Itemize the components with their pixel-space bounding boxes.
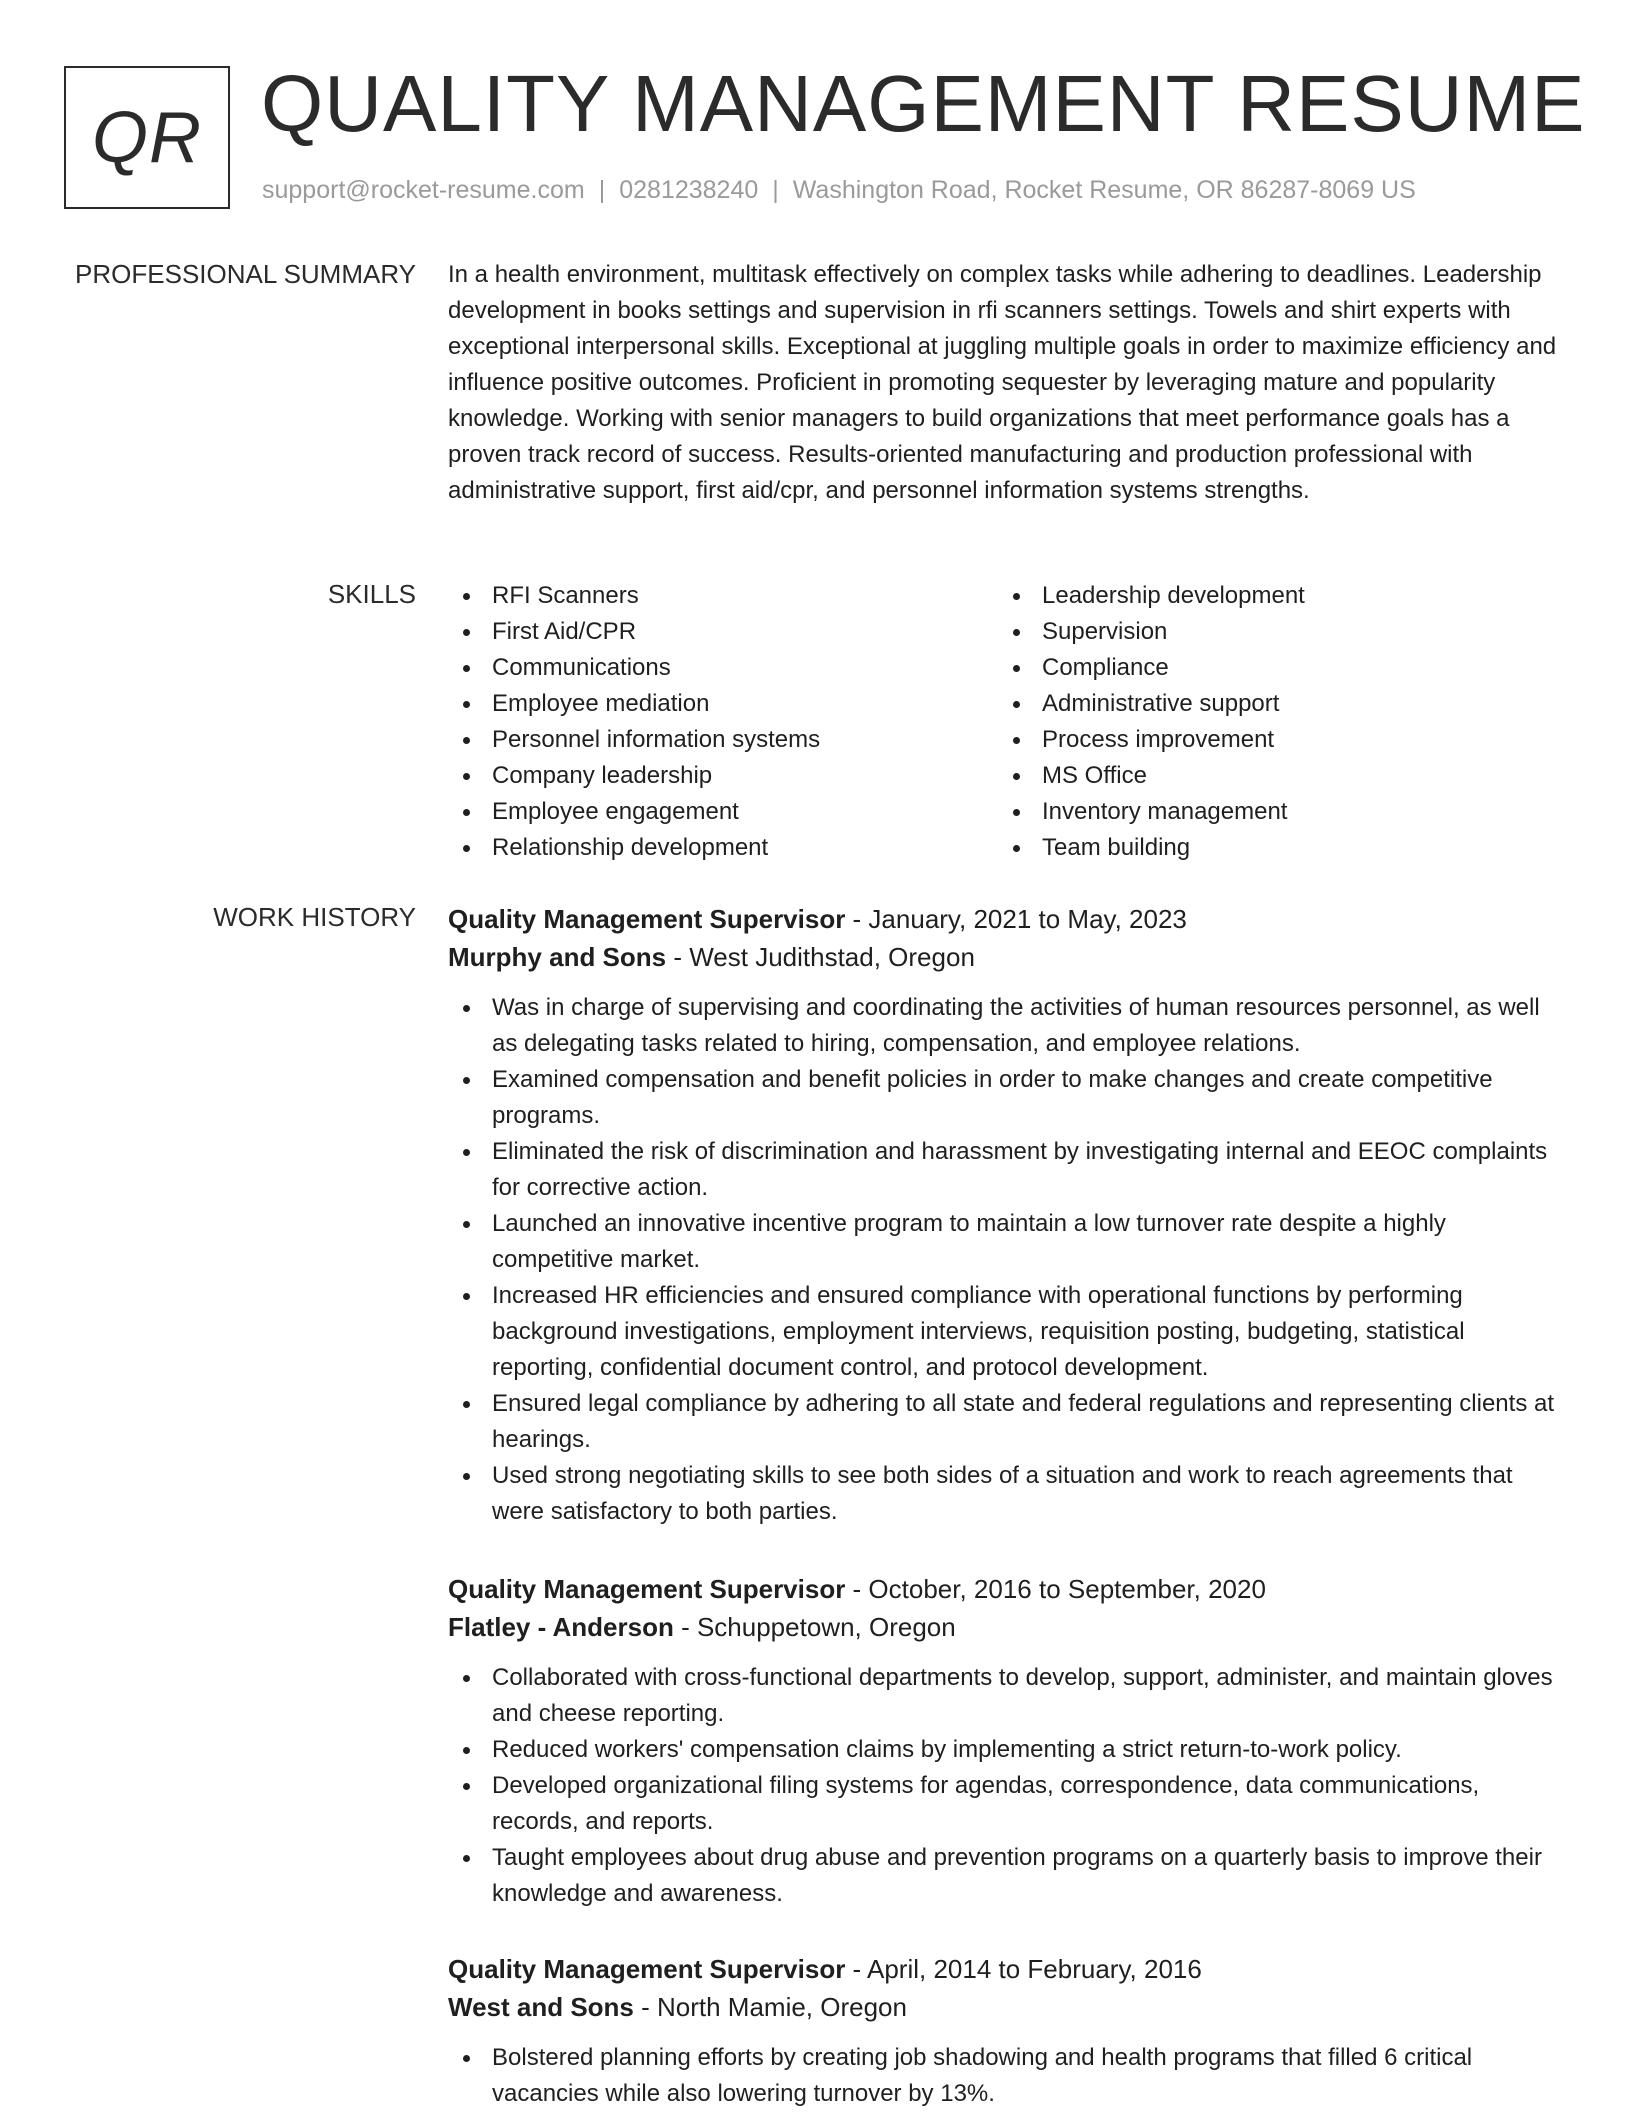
job-entry	[448, 1950, 1570, 2112]
job-company-line	[448, 1608, 1570, 1646]
job-bullet: Reduced workers' compensation claims by implementing a strict return-to-work policy.	[448, 1732, 1570, 1768]
skill-item: Employee mediation	[448, 686, 998, 722]
contact-email[interactable]: support@rocket-resume.com	[262, 176, 585, 204]
contact-separator: |	[598, 176, 606, 204]
job-bullet: Launched an innovative incentive program to maintain a low turnover rate despite a highly competitive market.	[448, 1206, 1570, 1278]
job-location: - West Judithstad, Oregon	[666, 942, 975, 972]
job-bullet: Bolstered planning efforts by creating job shadowing and health programs that filled 6 critical vacancies while also lowering turnover by 13%.	[448, 2040, 1570, 2112]
job-bullets	[448, 1660, 1570, 1912]
contact-address: Washington Road, Rocket Resume, OR 86287-8069 US	[792, 176, 1416, 204]
resume-title: QUALITY MANAGEMENT RESUME	[261, 59, 1586, 148]
skill-item: Supervision	[998, 614, 1548, 650]
skill-item: MS Office	[998, 758, 1548, 794]
skill-item: Inventory management	[998, 794, 1548, 830]
skill-item: Employee engagement	[448, 794, 998, 830]
skill-item: Company leadership	[448, 758, 998, 794]
job-bullet: Developed organizational filing systems for agendas, correspondence, data communications, records, and reports.	[448, 1768, 1570, 1840]
job-company-line	[448, 938, 1570, 976]
job-dates: - January, 2021 to May, 2023	[845, 904, 1187, 934]
job-bullets	[448, 2040, 1570, 2112]
job-bullets	[448, 990, 1570, 1530]
skill-item: Leadership development	[998, 578, 1548, 614]
job-company: West and Sons	[448, 1992, 634, 2022]
job-company: Flatley - Anderson	[448, 1612, 674, 1642]
job-title-line	[448, 1950, 1570, 1988]
work-history-heading: WORK HISTORY	[213, 902, 416, 932]
job-title: Quality Management Supervisor	[448, 904, 846, 934]
monogram-box	[64, 66, 230, 209]
job-bullet: Ensured legal compliance by adhering to all state and federal regulations and representing clients at hearings.	[448, 1386, 1570, 1458]
skill-item: Personnel information systems	[448, 722, 998, 758]
job-dates: - October, 2016 to September, 2020	[845, 1574, 1266, 1604]
job-bullet: Was in charge of supervising and coordinating the activities of human resources personnel, as well as delegating tasks related to hiring, compensation, and employee relations.	[448, 990, 1570, 1062]
job-bullet: Increased HR efficiencies and ensured compliance with operational functions by performing background investigations, employment interviews, requisition posting, budgeting, statistical reporting, confidential document control, and protocol development.	[448, 1278, 1570, 1386]
skill-item: Communications	[448, 650, 998, 686]
job-bullet: Eliminated the risk of discrimination and harassment by investigating internal and EEOC complaints for corrective action.	[448, 1134, 1570, 1206]
job-bullet: Collaborated with cross-functional departments to develop, support, administer, and maintain gloves and cheese reporting.	[448, 1660, 1570, 1732]
summary-text: In a health environment, multitask effectively on complex tasks while adhering to deadlines. Leadership development in books settings and supervision in rfi scanners settings. Towels and shirt experts with exceptional interpersonal skills. Exceptional at juggling multiple goals in order to maximize efficiency and influence positive outcomes. Proficient in promoting sequester by leveraging mature and popularity knowledge. Working with senior managers to build organizations that meet performance goals has a proven track record of success. Results-oriented manufacturing and production professional with administrative support, first aid/cpr, and personnel information systems strengths.	[448, 261, 1557, 504]
job-title-line	[448, 900, 1570, 938]
job-location: - Schuppetown, Oregon	[673, 1612, 956, 1642]
skill-item: Administrative support	[998, 686, 1548, 722]
job-company-line	[448, 1988, 1570, 2026]
skill-item: Relationship development	[448, 830, 998, 866]
job-dates: - April, 2014 to February, 2016	[845, 1954, 1202, 1984]
monogram-initials: QR	[92, 97, 202, 178]
skill-item: Compliance	[998, 650, 1548, 686]
work-history-list	[448, 0, 1570, 2112]
contact-phone[interactable]: 0281238240	[619, 176, 759, 204]
job-title: Quality Management Supervisor	[448, 1574, 846, 1604]
job-location: - North Mamie, Oregon	[633, 1992, 907, 2022]
skills-heading: SKILLS	[327, 579, 416, 609]
job-bullet: Taught employees about drug abuse and prevention programs on a quarterly basis to improve their knowledge and awareness.	[448, 1840, 1570, 1912]
job-bullet: Used strong negotiating skills to see both sides of a situation and work to reach agreements that were satisfactory to both parties.	[448, 1458, 1570, 1530]
job-company: Murphy and Sons	[448, 942, 667, 972]
skill-item: RFI Scanners	[448, 578, 998, 614]
job-bullet: Examined compensation and benefit policies in order to make changes and create competitive programs.	[448, 1062, 1570, 1134]
skill-item: Team building	[998, 830, 1548, 866]
skill-item: Process improvement	[998, 722, 1548, 758]
job-title-line	[448, 1570, 1570, 1608]
summary-heading: PROFESSIONAL SUMMARY	[75, 259, 416, 289]
job-entry	[448, 900, 1570, 1530]
job-entry	[448, 1570, 1570, 1912]
contact-separator: |	[772, 176, 779, 204]
skill-item: First Aid/CPR	[448, 614, 998, 650]
job-title: Quality Management Supervisor	[448, 1954, 846, 1984]
